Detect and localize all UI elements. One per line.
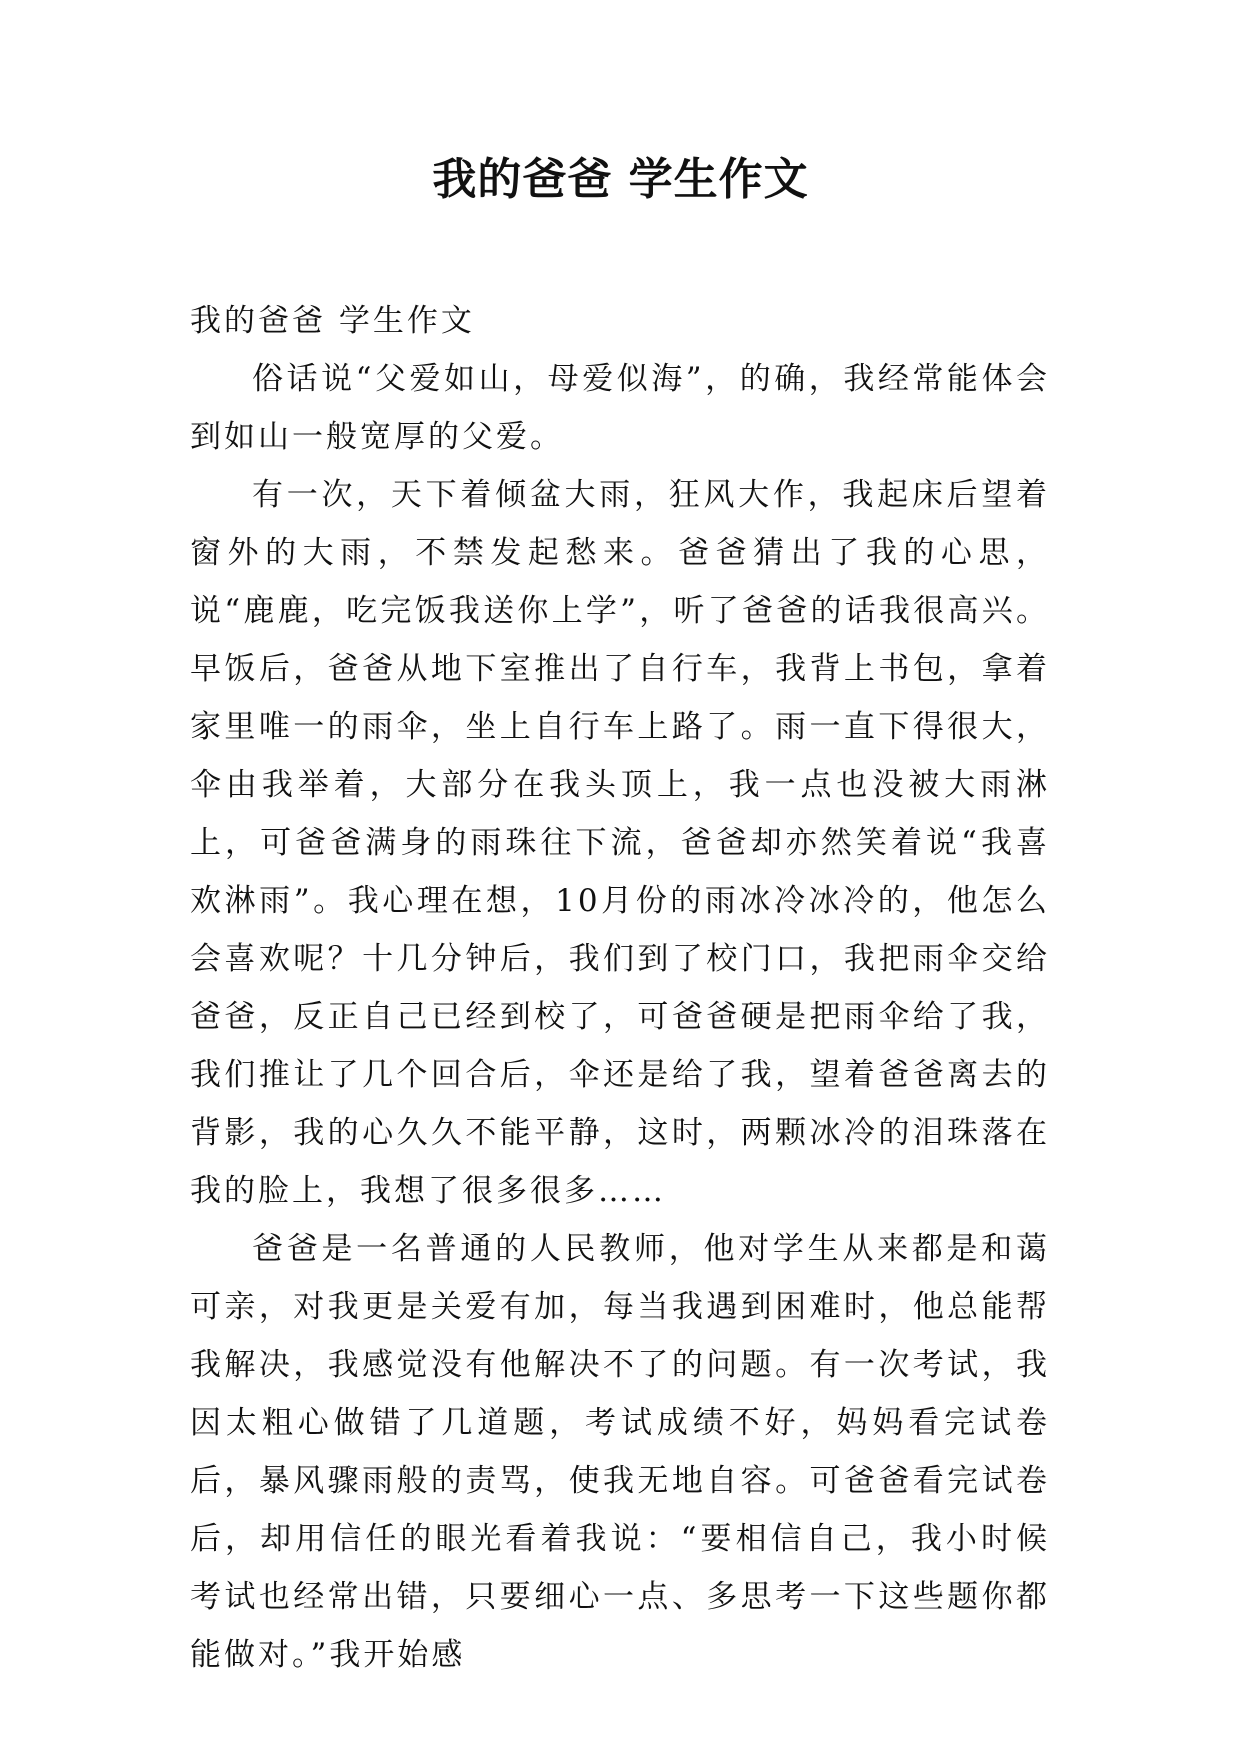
paragraph: 爸爸是一名普通的人民教师，他对学生从来都是和蔼可亲，对我更是关爱有加，每当我遇到困难时，他总能帮我解决，我感觉没有他解决不了的问题。有一次考试，我因太粗心做错了几道题，考试成绩不好，妈妈看完试卷后，暴风骤雨般的责骂，使我无地自容。可爸爸看完试卷后，却用信任的眼光看着我说：“要相信自己，我小时候考试也经常出错，只要细心一点、多思考一下这些题你都能做对。”我开始感: [190, 1231, 1050, 1673]
document-subtitle: 我的爸爸 学生作文: [190, 303, 475, 339]
document-body: [190, 292, 1050, 1684]
page-title: 我的爸爸 学生作文: [432, 154, 809, 205]
paragraph: 俗话说“父爱如山，母爱似海”，的确，我经常能体会到如山一般宽厚的父爱。: [190, 361, 1050, 455]
paragraph: 有一次，天下着倾盆大雨，狂风大作，我起床后望着窗外的大雨，不禁发起愁来。爸爸猜出了我的心思，说“鹿鹿，吃完饭我送你上学”，听了爸爸的话我很高兴。早饭后，爸爸从地下室推出了自行车，我背上书包，拿着家里唯一的雨伞，坐上自行车上路了。雨一直下得很大，伞由我举着，大部分在我头顶上，我一点也没被大雨淋上，可爸爸满身的雨珠往下流，爸爸却亦然笑着说“我喜欢淋雨”。我心理在想，10月份的雨冰冷冰冷的，他怎么会喜欢呢？十几分钟后，我们到了校门口，我把雨伞交给爸爸，反正自己已经到校了，可爸爸硬是把雨伞给了我，我们推让了几个回合后，伞还是给了我，望着爸爸离去的背影，我的心久久不能平静，这时，两颗冰冷的泪珠落在我的脸上，我想了很多很多……: [190, 477, 1050, 1209]
